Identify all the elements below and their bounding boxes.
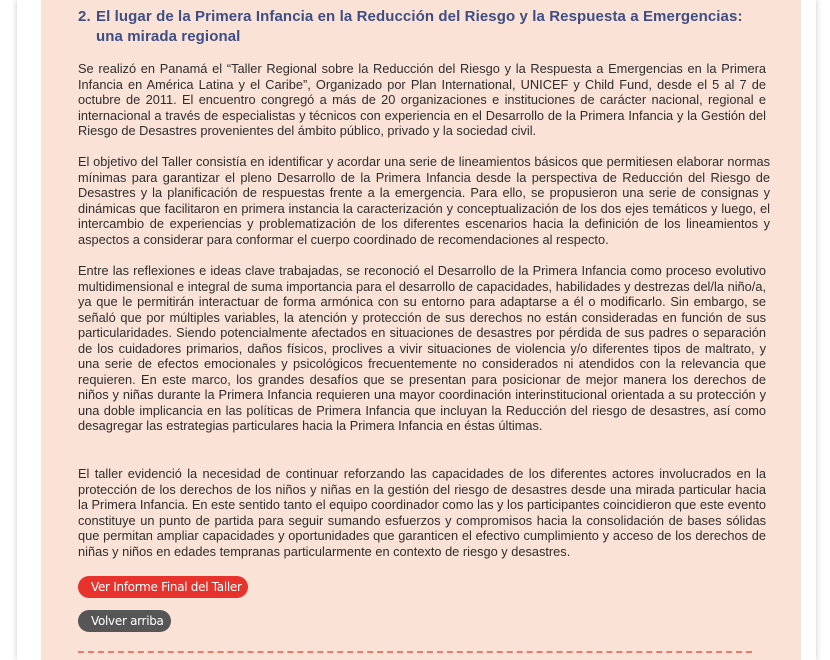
dashed-divider <box>78 651 752 653</box>
section-title <box>78 7 778 47</box>
section-title-line2: una mirada regional <box>96 28 241 45</box>
section-number: 2. <box>78 8 91 25</box>
section-title-line1: El lugar de la Primera Infancia en la Reducción del Riesgo y la Respuesta a Emergencias: <box>96 8 743 25</box>
paragraph-4: El taller evidenció la necesidad de continuar reforzando las capacidades de los diferentes actores involucrados en la protección de los derechos de los niños y niñas en la gestión del riesgo de desastres desde una mirada particular hacia la Primera Infancia. En este sentido tanto el equipo coordinador como las y los participantes coincidieron que este evento constituye un punto de partida para seguir sumando esfuerzos y compromisos hacia la consolidación de bases sólidas que permitan ampliar capacidades y oportunidades que garanticen el efectivo cumplimiento y acceso de los derechos de niñas y niños en edades tempranas particularmente en contexto de riesgo y desastres. <box>78 466 766 559</box>
view-final-report-button[interactable]: Ver Informe Final del Taller <box>78 576 248 598</box>
back-to-top-button[interactable]: Volver arriba <box>78 610 171 632</box>
paragraph-2: El objetivo del Taller consistía en identificar y acordar una serie de lineamientos básicos que permitiesen elaborar normas mínimas para garantizar el pleno Desarrollo de la Primera Infancia desde la perspectiva de Reducción del Riesgo de Desastres y la planificación de respuestas frente a la emergencia. Para ello, se propusieron una serie de consignas y dinámicas que facilitaron en primera instancia la caracterización y conceptualización de los dos ejes temáticos y luego, el intercambio de experiencias y problematización de los diferentes escenarios hacia la definición de los lineamientos y aspectos a considerar para conformar el cuerpo coordinado de recomendaciones al respecto. <box>78 154 770 247</box>
paragraph-3: Entre las reflexiones e ideas clave trabajadas, se reconoció el Desarrollo de la Primera Infancia como proceso evolutivo multidimensional e integral de suma importancia para el desarrollo de capacidades, habilidades y destrezas del/la niño/a, ya que le permitirán interactuar de forma armónica con su entorno para adaptarse a él o modificarlo. Sin embargo, se señaló que por múltiples variables, la atención y protección de sus derechos no están consideradas en función de sus particularidades. Siendo potencialmente afectados en situaciones de desastres por pérdida de sus padres o separación de los cuidadores primarios, daños físicos, proclives a vivir situaciones de violencia y/o diferentes tipos de maltrato, y una serie de efectos emocionales y psicológicos frecuentemente no considerados ni atendidos con la relevancia que requieren. En este marco, los grandes desafíos que se presentan para posicionar de mejor manera los derechos de niños y niñas durante la Primera Infancia requieren una mayor coordinación interinstitucional orientada a su protección y una doble implicancia en las políticas de Primera Infancia que incluyan la Reducción del riesgo de desastres, así como desagregar las estrategias particulares hacia la Primera Infancia en éstas últimas. <box>78 263 766 433</box>
paragraph-1: Se realizó en Panamá el “Taller Regional sobre la Reducción del Riesgo y la Respuesta a Emergencias en la Primera Infancia en América Latina y el Caribe”, Organizado por Plan International, UNICEF y Child Fund, desde el 5 al 7 de octubre de 2011. El encuentro congregó a más de 20 organizaciones e instituciones de carácter nacional, regional e internacional a través de especialistas y técnicos con experiencia en el Desarrollo de la Primera Infancia y la Gestión del Riesgo de Desastres provenientes del ámbito público, privado y la sociedad civil. <box>78 61 766 138</box>
